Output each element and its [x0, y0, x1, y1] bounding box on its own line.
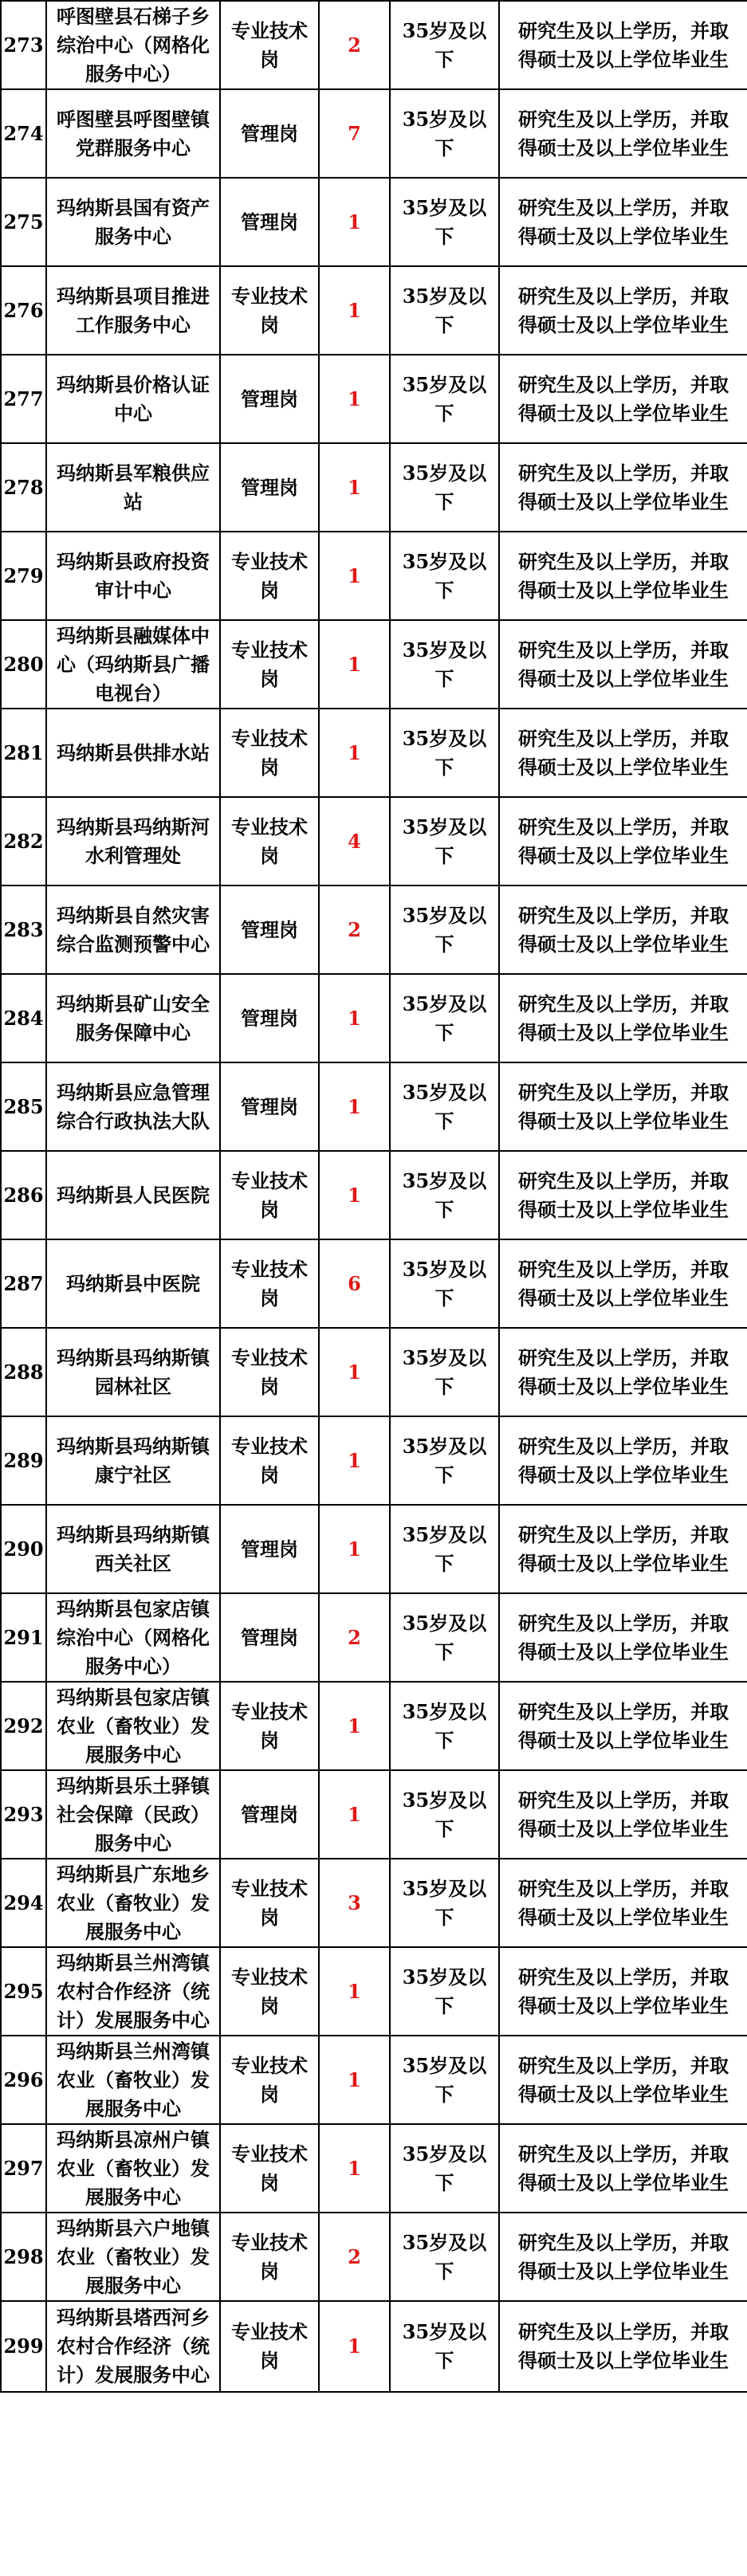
hiring-count: 1 — [319, 1682, 390, 1770]
table-row — [1, 620, 747, 709]
table-row — [1, 886, 747, 974]
row-number: 278 — [1, 443, 46, 532]
post-type: 专业技术岗 — [220, 1, 319, 89]
row-number: 288 — [1, 1328, 46, 1416]
hiring-count: 1 — [319, 532, 390, 620]
education-requirement: 研究生及以上学历，并取得硕士及以上学位毕业生 — [499, 355, 747, 443]
education-requirement: 研究生及以上学历，并取得硕士及以上学位毕业生 — [499, 709, 747, 797]
education-requirement: 研究生及以上学历，并取得硕士及以上学位毕业生 — [499, 266, 747, 355]
post-type: 专业技术岗 — [220, 2124, 319, 2213]
age-requirement: 35岁及以下 — [390, 1505, 499, 1593]
education-requirement: 研究生及以上学历，并取得硕士及以上学位毕业生 — [499, 1505, 747, 1593]
recruiting-unit: 玛纳斯县政府投资审计中心 — [46, 532, 220, 620]
row-number: 279 — [1, 532, 46, 620]
post-type: 专业技术岗 — [220, 1416, 319, 1505]
post-type: 专业技术岗 — [220, 797, 319, 886]
hiring-count: 1 — [319, 1770, 390, 1859]
hiring-count: 2 — [319, 886, 390, 974]
education-requirement: 研究生及以上学历，并取得硕士及以上学位毕业生 — [499, 2213, 747, 2301]
recruiting-unit: 玛纳斯县项目推进工作服务中心 — [46, 266, 220, 355]
age-requirement: 35岁及以下 — [390, 1062, 499, 1151]
age-requirement: 35岁及以下 — [390, 1151, 499, 1239]
education-requirement: 研究生及以上学历，并取得硕士及以上学位毕业生 — [499, 1062, 747, 1151]
recruiting-unit: 玛纳斯县自然灾害综合监测预警中心 — [46, 886, 220, 974]
education-requirement: 研究生及以上学历，并取得硕士及以上学位毕业生 — [499, 2124, 747, 2213]
table-row — [1, 1947, 747, 2036]
recruiting-unit: 玛纳斯县广东地乡农业（畜牧业）发展服务中心 — [46, 1859, 220, 1947]
hiring-count: 1 — [319, 1947, 390, 2036]
education-requirement: 研究生及以上学历，并取得硕士及以上学位毕业生 — [499, 1239, 747, 1328]
post-type: 管理岗 — [220, 1505, 319, 1593]
row-number: 292 — [1, 1682, 46, 1770]
table-row — [1, 1593, 747, 1682]
table-row — [1, 1151, 747, 1239]
hiring-count: 2 — [319, 2213, 390, 2301]
recruiting-unit: 玛纳斯县包家店镇农业（畜牧业）发展服务中心 — [46, 1682, 220, 1770]
post-type: 管理岗 — [220, 443, 319, 532]
age-requirement: 35岁及以下 — [390, 2124, 499, 2213]
post-type: 管理岗 — [220, 1770, 319, 1859]
education-requirement: 研究生及以上学历，并取得硕士及以上学位毕业生 — [499, 886, 747, 974]
age-requirement: 35岁及以下 — [390, 1593, 499, 1682]
row-number: 296 — [1, 2036, 46, 2124]
row-number: 295 — [1, 1947, 46, 2036]
row-number: 287 — [1, 1239, 46, 1328]
age-requirement: 35岁及以下 — [390, 1328, 499, 1416]
education-requirement: 研究生及以上学历，并取得硕士及以上学位毕业生 — [499, 1, 747, 89]
education-requirement: 研究生及以上学历，并取得硕士及以上学位毕业生 — [499, 178, 747, 266]
education-requirement: 研究生及以上学历，并取得硕士及以上学位毕业生 — [499, 1151, 747, 1239]
table-row — [1, 1328, 747, 1416]
education-requirement: 研究生及以上学历，并取得硕士及以上学位毕业生 — [499, 2036, 747, 2124]
age-requirement: 35岁及以下 — [390, 1682, 499, 1770]
post-type: 管理岗 — [220, 886, 319, 974]
age-requirement: 35岁及以下 — [390, 89, 499, 178]
table-row — [1, 974, 747, 1062]
education-requirement: 研究生及以上学历，并取得硕士及以上学位毕业生 — [499, 1947, 747, 2036]
row-number: 297 — [1, 2124, 46, 2213]
recruiting-unit: 玛纳斯县应急管理综合行政执法大队 — [46, 1062, 220, 1151]
row-number: 274 — [1, 89, 46, 178]
post-type: 专业技术岗 — [220, 532, 319, 620]
table-row — [1, 1, 747, 89]
post-type: 管理岗 — [220, 1593, 319, 1682]
education-requirement: 研究生及以上学历，并取得硕士及以上学位毕业生 — [499, 2301, 747, 2392]
age-requirement: 35岁及以下 — [390, 1947, 499, 2036]
table-row — [1, 2124, 747, 2213]
row-number: 276 — [1, 266, 46, 355]
row-number: 285 — [1, 1062, 46, 1151]
table-row — [1, 1505, 747, 1593]
education-requirement: 研究生及以上学历，并取得硕士及以上学位毕业生 — [499, 532, 747, 620]
post-type: 管理岗 — [220, 178, 319, 266]
age-requirement: 35岁及以下 — [390, 1, 499, 89]
recruiting-unit: 玛纳斯县塔西河乡农村合作经济（统计）发展服务中心 — [46, 2301, 220, 2392]
table-row — [1, 2301, 747, 2392]
hiring-count: 1 — [319, 443, 390, 532]
table-row — [1, 1859, 747, 1947]
table-row — [1, 89, 747, 178]
row-number: 290 — [1, 1505, 46, 1593]
recruiting-unit: 玛纳斯县矿山安全服务保障中心 — [46, 974, 220, 1062]
row-number: 294 — [1, 1859, 46, 1947]
recruiting-unit: 玛纳斯县中医院 — [46, 1239, 220, 1328]
age-requirement: 35岁及以下 — [390, 620, 499, 709]
hiring-count: 1 — [319, 178, 390, 266]
recruiting-unit: 玛纳斯县乐土驿镇社会保障（民政）服务中心 — [46, 1770, 220, 1859]
recruiting-unit: 玛纳斯县玛纳斯河水利管理处 — [46, 797, 220, 886]
hiring-count: 7 — [319, 89, 390, 178]
post-type: 管理岗 — [220, 89, 319, 178]
row-number: 291 — [1, 1593, 46, 1682]
post-type: 管理岗 — [220, 1062, 319, 1151]
row-number: 293 — [1, 1770, 46, 1859]
table-row — [1, 709, 747, 797]
recruiting-unit: 玛纳斯县兰州湾镇农村合作经济（统计）发展服务中心 — [46, 1947, 220, 2036]
age-requirement: 35岁及以下 — [390, 1416, 499, 1505]
recruiting-unit: 呼图壁县石梯子乡综治中心（网格化服务中心） — [46, 1, 220, 89]
table-row — [1, 1239, 747, 1328]
post-type: 管理岗 — [220, 974, 319, 1062]
hiring-count: 1 — [319, 709, 390, 797]
age-requirement: 35岁及以下 — [390, 178, 499, 266]
post-type: 专业技术岗 — [220, 1239, 319, 1328]
hiring-count: 1 — [319, 1416, 390, 1505]
row-number: 281 — [1, 709, 46, 797]
post-type: 专业技术岗 — [220, 1859, 319, 1947]
education-requirement: 研究生及以上学历，并取得硕士及以上学位毕业生 — [499, 1328, 747, 1416]
age-requirement: 35岁及以下 — [390, 797, 499, 886]
recruiting-unit: 玛纳斯县六户地镇农业（畜牧业）发展服务中心 — [46, 2213, 220, 2301]
hiring-count: 3 — [319, 1859, 390, 1947]
hiring-count: 1 — [319, 266, 390, 355]
table-row — [1, 178, 747, 266]
hiring-count: 2 — [319, 1593, 390, 1682]
education-requirement: 研究生及以上学历，并取得硕士及以上学位毕业生 — [499, 1593, 747, 1682]
post-type: 专业技术岗 — [220, 620, 319, 709]
age-requirement: 35岁及以下 — [390, 886, 499, 974]
post-type: 专业技术岗 — [220, 2213, 319, 2301]
age-requirement: 35岁及以下 — [390, 2036, 499, 2124]
row-number: 273 — [1, 1, 46, 89]
post-type: 专业技术岗 — [220, 2301, 319, 2392]
age-requirement: 35岁及以下 — [390, 443, 499, 532]
table-row — [1, 2036, 747, 2124]
hiring-count: 1 — [319, 2301, 390, 2392]
post-type: 管理岗 — [220, 355, 319, 443]
table-row — [1, 1416, 747, 1505]
hiring-count: 2 — [319, 1, 390, 89]
row-number: 289 — [1, 1416, 46, 1505]
recruiting-unit: 玛纳斯县兰州湾镇农业（畜牧业）发展服务中心 — [46, 2036, 220, 2124]
table-row — [1, 1682, 747, 1770]
education-requirement: 研究生及以上学历，并取得硕士及以上学位毕业生 — [499, 1859, 747, 1947]
row-number: 298 — [1, 2213, 46, 2301]
hiring-count: 1 — [319, 974, 390, 1062]
hiring-count: 6 — [319, 1239, 390, 1328]
post-type: 专业技术岗 — [220, 709, 319, 797]
age-requirement: 35岁及以下 — [390, 974, 499, 1062]
age-requirement: 35岁及以下 — [390, 2213, 499, 2301]
recruiting-unit: 玛纳斯县价格认证中心 — [46, 355, 220, 443]
row-number: 282 — [1, 797, 46, 886]
hiring-count: 1 — [319, 355, 390, 443]
hiring-count: 1 — [319, 2124, 390, 2213]
recruiting-unit: 玛纳斯县玛纳斯镇园林社区 — [46, 1328, 220, 1416]
row-number: 280 — [1, 620, 46, 709]
post-type: 专业技术岗 — [220, 1682, 319, 1770]
post-type: 专业技术岗 — [220, 266, 319, 355]
hiring-count: 1 — [319, 1062, 390, 1151]
hiring-count: 1 — [319, 1505, 390, 1593]
age-requirement: 35岁及以下 — [390, 266, 499, 355]
table-row — [1, 1062, 747, 1151]
table-row — [1, 2213, 747, 2301]
education-requirement: 研究生及以上学历，并取得硕士及以上学位毕业生 — [499, 89, 747, 178]
row-number: 283 — [1, 886, 46, 974]
recruiting-unit: 玛纳斯县人民医院 — [46, 1151, 220, 1239]
recruiting-unit: 玛纳斯县国有资产服务中心 — [46, 178, 220, 266]
hiring-count: 1 — [319, 2036, 390, 2124]
recruiting-unit: 玛纳斯县凉州户镇农业（畜牧业）发展服务中心 — [46, 2124, 220, 2213]
table-row — [1, 797, 747, 886]
recruiting-unit: 玛纳斯县供排水站 — [46, 709, 220, 797]
recruiting-unit: 玛纳斯县融媒体中心（玛纳斯县广播电视台） — [46, 620, 220, 709]
education-requirement: 研究生及以上学历，并取得硕士及以上学位毕业生 — [499, 974, 747, 1062]
age-requirement: 35岁及以下 — [390, 1770, 499, 1859]
age-requirement: 35岁及以下 — [390, 1859, 499, 1947]
hiring-count: 1 — [319, 620, 390, 709]
table-row — [1, 532, 747, 620]
recruiting-unit: 玛纳斯县玛纳斯镇康宁社区 — [46, 1416, 220, 1505]
recruiting-unit: 呼图壁县呼图壁镇党群服务中心 — [46, 89, 220, 178]
post-type: 专业技术岗 — [220, 1151, 319, 1239]
row-number: 284 — [1, 974, 46, 1062]
recruiting-unit: 玛纳斯县军粮供应站 — [46, 443, 220, 532]
row-number: 277 — [1, 355, 46, 443]
age-requirement: 35岁及以下 — [390, 1239, 499, 1328]
education-requirement: 研究生及以上学历，并取得硕士及以上学位毕业生 — [499, 797, 747, 886]
table-row — [1, 266, 747, 355]
education-requirement: 研究生及以上学历，并取得硕士及以上学位毕业生 — [499, 1416, 747, 1505]
post-type: 专业技术岗 — [220, 2036, 319, 2124]
age-requirement: 35岁及以下 — [390, 2301, 499, 2392]
table-row — [1, 1770, 747, 1859]
hiring-count: 1 — [319, 1328, 390, 1416]
education-requirement: 研究生及以上学历，并取得硕士及以上学位毕业生 — [499, 1682, 747, 1770]
recruiting-unit: 玛纳斯县玛纳斯镇西关社区 — [46, 1505, 220, 1593]
age-requirement: 35岁及以下 — [390, 532, 499, 620]
age-requirement: 35岁及以下 — [390, 355, 499, 443]
row-number: 299 — [1, 2301, 46, 2392]
education-requirement: 研究生及以上学历，并取得硕士及以上学位毕业生 — [499, 1770, 747, 1859]
hiring-count: 1 — [319, 1151, 390, 1239]
row-number: 286 — [1, 1151, 46, 1239]
table-row — [1, 355, 747, 443]
post-type: 专业技术岗 — [220, 1328, 319, 1416]
recruiting-unit: 玛纳斯县包家店镇综治中心（网格化服务中心） — [46, 1593, 220, 1682]
post-type: 专业技术岗 — [220, 1947, 319, 2036]
education-requirement: 研究生及以上学历，并取得硕士及以上学位毕业生 — [499, 620, 747, 709]
table-body — [1, 1, 747, 2392]
hiring-count: 4 — [319, 797, 390, 886]
education-requirement: 研究生及以上学历，并取得硕士及以上学位毕业生 — [499, 443, 747, 532]
age-requirement: 35岁及以下 — [390, 709, 499, 797]
table-row — [1, 443, 747, 532]
row-number: 275 — [1, 178, 46, 266]
